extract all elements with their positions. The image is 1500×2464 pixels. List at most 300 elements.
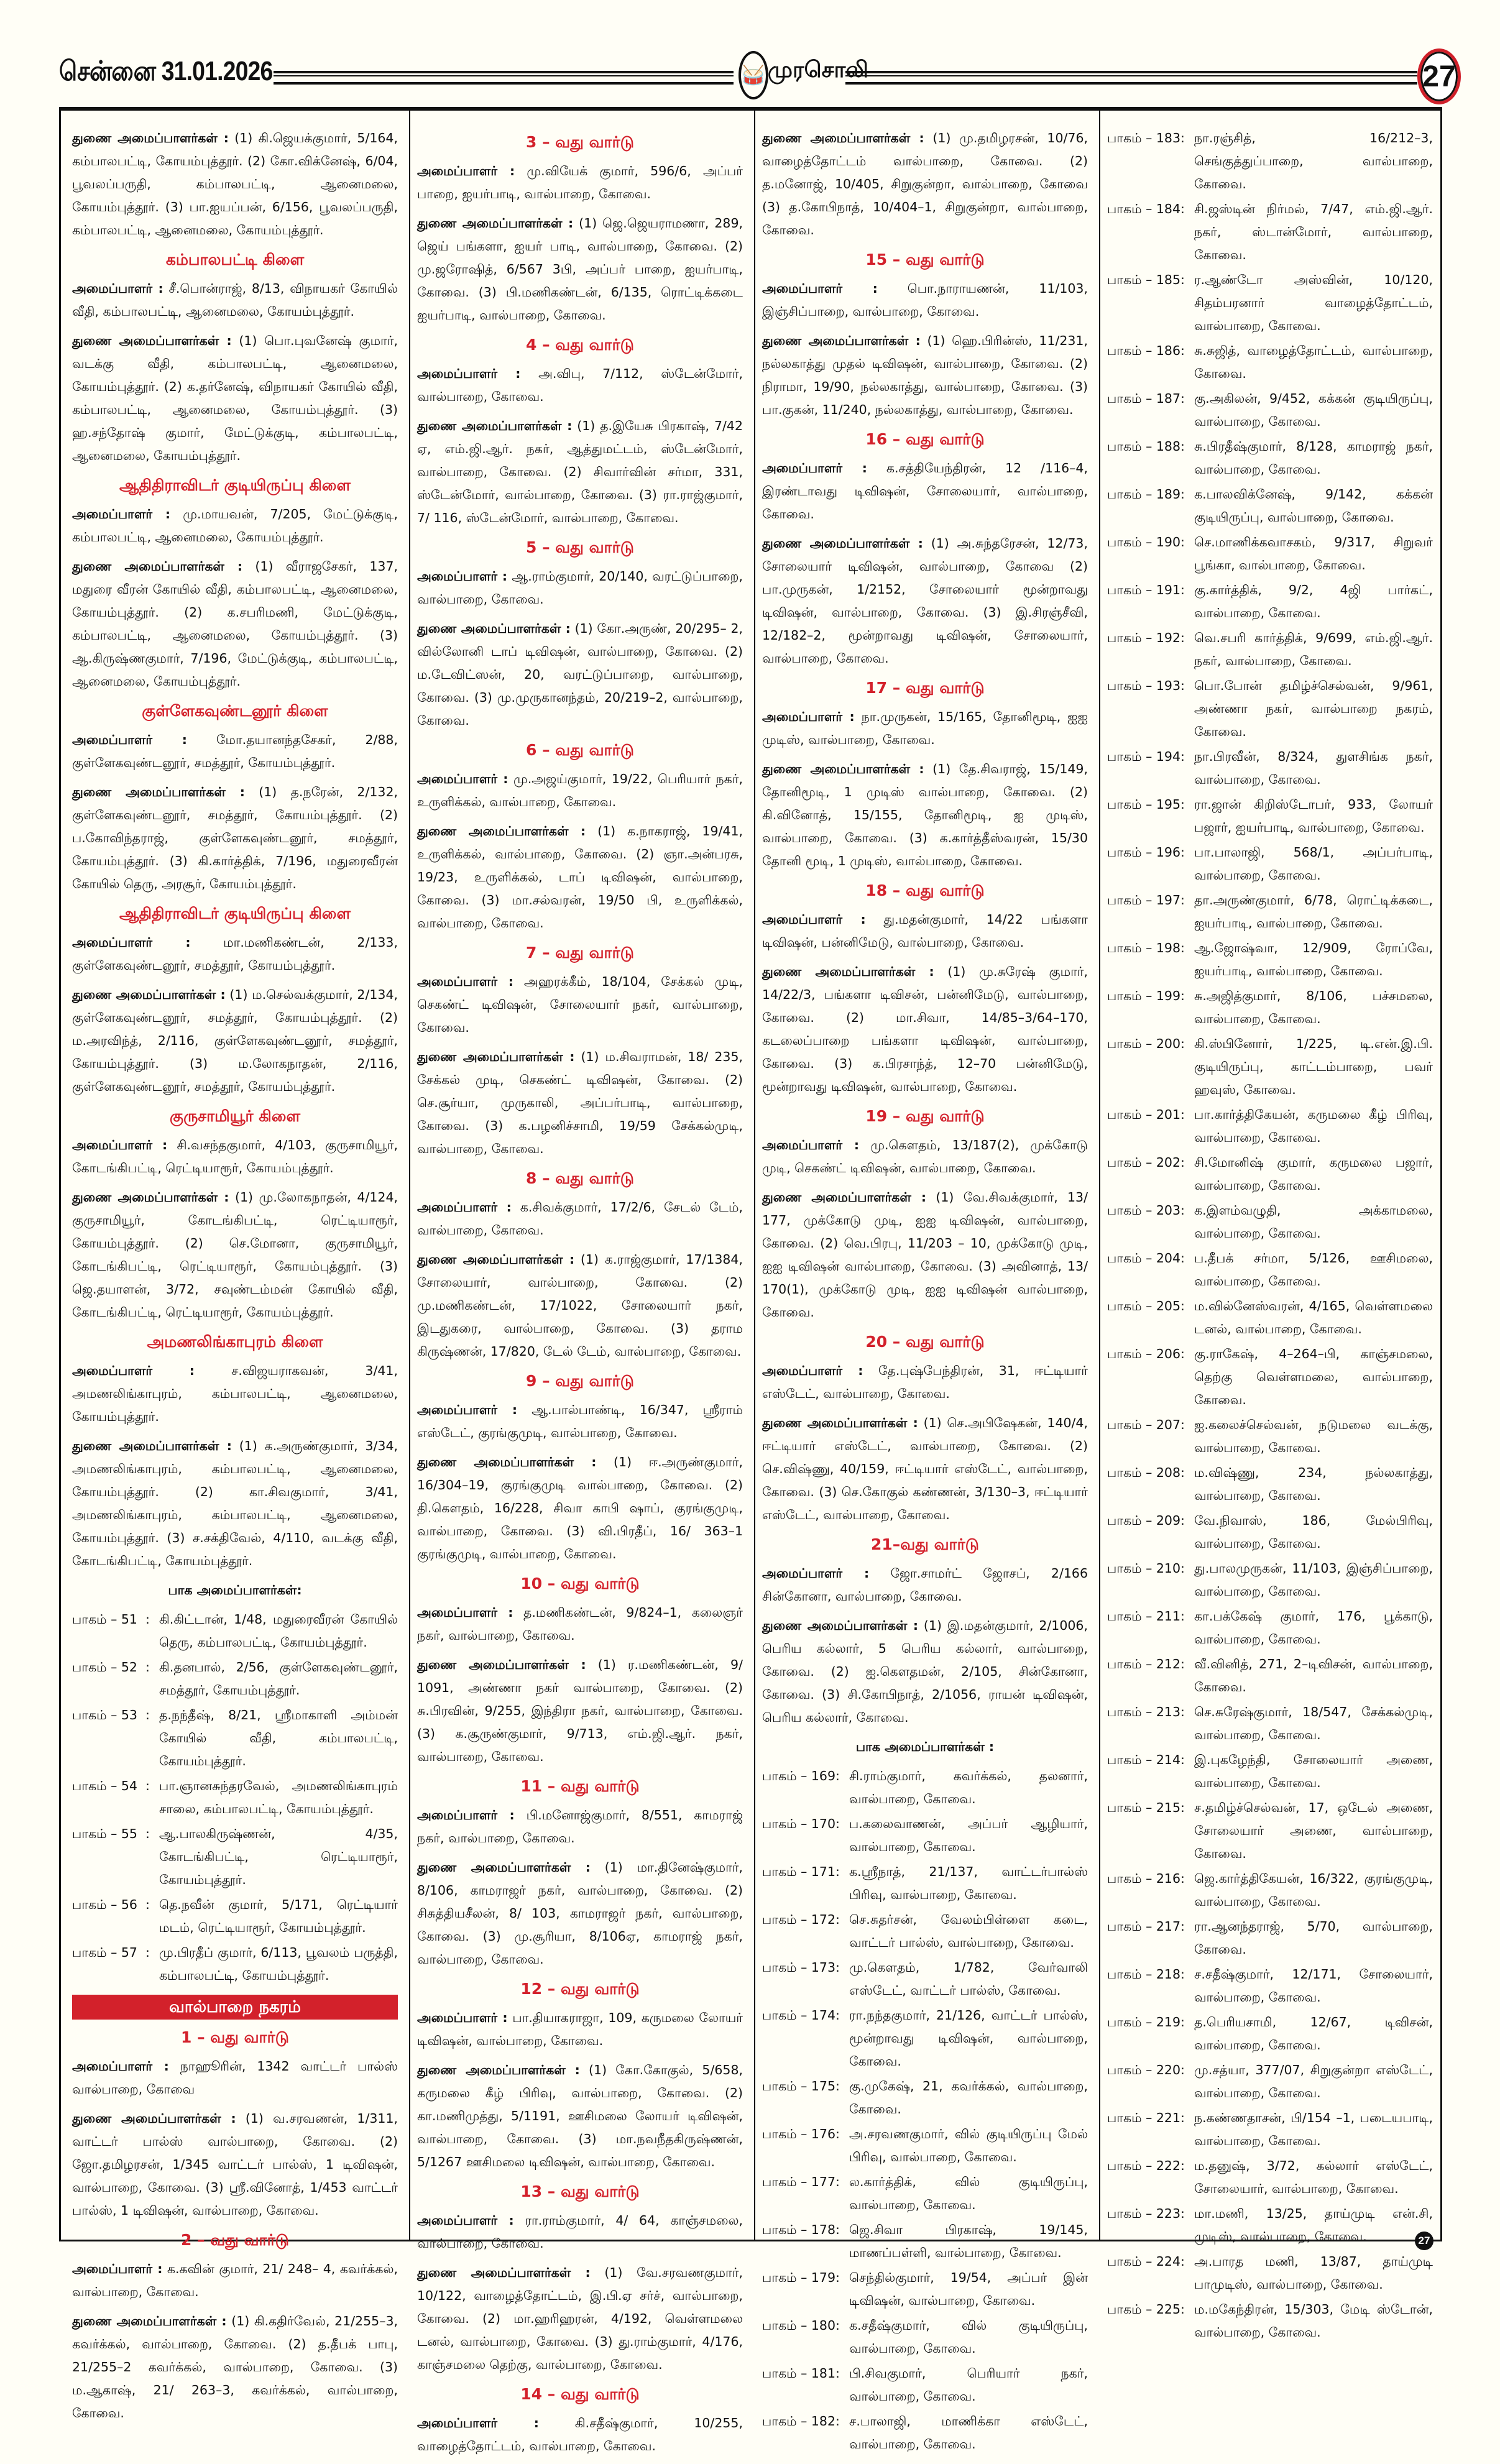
section-heading: 9 – வது வார்டு <box>526 1372 634 1390</box>
separator: : <box>1180 1251 1185 1266</box>
member-paragraph <box>762 1134 1088 1180</box>
role-label: துணை அமைப்பாளர்கள் : <box>762 761 924 776</box>
section-heading: 20 – வது வார்டு <box>865 1333 985 1351</box>
member-details: (1) ஈ.அருண்குமார், 16/304–19, குரங்குமுடி வால்பாறை, கோவை. (2) தி.கௌதம், 16/228, சிவா காபி ஷாப், குரங்குமுடி, வால்பாறை, கோவை. (3) வி.பிரதீப், 16/ 363–1 குரங்குமுடி, வால்பாறை, கோவை. <box>417 1455 743 1561</box>
separator: : <box>1180 201 1185 216</box>
booth-entry <box>72 1608 398 1654</box>
separator: : <box>1180 391 1185 406</box>
booth-member-details: சு.அஜித்குமார், 8/106, பச்சமலை, வால்பாறை, கோவை. <box>1194 988 1433 1026</box>
separator: : <box>145 1660 150 1675</box>
booth-entry <box>1107 1867 1433 1913</box>
column-divider <box>754 111 755 2240</box>
booth-entry <box>1107 674 1433 743</box>
role-label: துணை அமைப்பாளர்கள் : <box>417 216 574 231</box>
member-paragraph <box>417 2412 743 2458</box>
booth-entry <box>1107 339 1433 385</box>
booth-member-details: த.நந்தீஷ், 8/21, ஸ்ரீமாகாளி அம்மன் கோயில் வீதி, கம்பாலபட்டி, கோயம்புத்தூர். <box>159 1708 398 1768</box>
booth-number: பாகம் – 195 <box>1107 797 1180 812</box>
booth-member-details: இ.புகழேந்தி, சோலையார் அணை, வால்பாறை, கோவை. <box>1194 1752 1433 1790</box>
booth-number: பாகம் – 192 <box>1107 630 1180 645</box>
separator: : <box>145 1897 150 1912</box>
booth-member-details: கா.பக்கேஷ் குமார், 176, பூக்காடு, வால்பாறை, கோவை. <box>1194 1609 1433 1647</box>
booth-entry <box>1107 2298 1433 2344</box>
role-label: துணை அமைப்பாளர்கள் : <box>762 536 923 551</box>
booth-number: பாகம் – 221 <box>1107 2110 1180 2125</box>
booth-entry <box>1107 269 1433 338</box>
member-details: சி.வசந்தகுமார், 4/103, குருசாமியூர், கோடங்கிபட்டி, ரெட்டியாரூர், கோயம்புத்தூர். <box>72 1138 398 1175</box>
member-details: அ.விபு, 7/112, ஸ்டேன்மோர், வால்பாறை, கோவை. <box>417 366 743 404</box>
member-details: ஆ.ராம்குமார், 20/140, வரட்டுப்பாறை, வால்பாறை, கோவை. <box>417 569 743 607</box>
booth-number: பாகம் – 210 <box>1107 1561 1180 1576</box>
booth-number: பாகம் – 224 <box>1107 2254 1180 2269</box>
member-paragraph <box>417 1804 743 1850</box>
booth-entry <box>762 2314 1088 2360</box>
column-divider <box>409 111 410 2240</box>
booth-number: பாகம் – 186 <box>1107 343 1180 358</box>
separator: : <box>1180 940 1185 955</box>
section-heading: 2 – வது வார்டு <box>181 2231 289 2249</box>
booth-member-details: ஆ.ஜோஷ்வா, 12/909, ரோப்வே, ஐயர்பாடி, வால்பாறை, கோவை. <box>1194 940 1433 978</box>
booth-number: பாகம் – 169 <box>762 1768 835 1783</box>
role-label: துணை அமைப்பாளர்கள் : <box>417 1049 575 1064</box>
separator: : <box>835 2222 840 2237</box>
role-label: அமைப்பாளர் : <box>417 1605 513 1620</box>
separator: : <box>1180 845 1185 860</box>
booth-number: பாகம் – 172 <box>762 1912 835 1927</box>
separator: : <box>835 1864 840 1879</box>
member-paragraph <box>417 1248 743 1363</box>
column-4 <box>1107 127 1433 2346</box>
role-label: அமைப்பாளர் : <box>762 709 855 724</box>
booth-member-details: சி.ராம்குமார், கவர்க்கல், தலனார், வால்பாறை, கோவை. <box>849 1768 1088 1806</box>
booth-number: பாகம் – 191 <box>1107 582 1180 597</box>
column-2 <box>417 127 743 2464</box>
edition-date: சென்னை 31.01.2026 <box>59 56 273 86</box>
separator: : <box>1180 272 1185 287</box>
booth-number: பாகம் – 204 <box>1107 1251 1180 1266</box>
booth-member-details: தா.அருண்குமார், 6/78, ரொட்டிக்கடை, ஐயர்பாடி, வால்பாறை, கோவை. <box>1194 893 1433 931</box>
booth-entry <box>1107 1343 1433 1412</box>
member-details: நாஹூரின், 1342 வாட்டர் பால்ஸ் வால்பாறை, கோவை <box>72 2059 398 2097</box>
separator: : <box>835 1960 840 1975</box>
booth-member-details: மு.பிரதீப் குமார், 6/113, பூவலம் பருத்தி, கம்பாலபட்டி, கோயம்புத்தூர். <box>159 1945 398 1983</box>
booth-number: பாகம் – 209 <box>1107 1513 1180 1528</box>
role-label: துணை அமைப்பாளர்கள் : <box>762 964 934 979</box>
footer-page-number: 27 <box>1415 2232 1433 2250</box>
role-label: அமைப்பாளர் : <box>762 1138 860 1152</box>
separator: : <box>1180 1203 1185 1218</box>
separator: : <box>145 1945 150 1960</box>
booth-number: பாகம் – 179 <box>762 2270 835 2285</box>
booth-member-details: ர.ஆண்டோ அஸ்வின், 10/120, சிதம்பரனார் வாழைத்தோட்டம், வால்பாறை, கோவை. <box>1194 272 1433 333</box>
booth-number: பாகம் – 206 <box>1107 1346 1180 1361</box>
member-details: (1) மு.லோகநாதன், 4/124, குருசாமியூர், கோடங்கிபட்டி, ரெட்டியாரூர், கோயம்புத்தூர். (2) செ.மோனா, குருசாமியூர், கோடங்கிபட்டி, ரெட்டியாரூர், கோயம்புத்தூர். (3) ஜெ.தயாளன், 3/72, சவுண்டம்மன் கோயில் வீதி, கோடங்கிபட்டி, ரெட்டியாரூர், கோயம்புத்தூர். <box>72 1190 398 1320</box>
section-heading: 7 – வது வார்டு <box>526 944 634 962</box>
member-details: (1) கோ.அருண், 20/295– 2, வில்லோனி டாப் டிவிஷன், வால்பாறை, கோவை. (2) ம.டேவிட்ஸன், 20, வரட்டுப்பாறை, வால்பாறை, கோவை. (3) மு.முருகானந்தம், 20/219–2, வால்பாறை, கோவை. <box>417 621 743 728</box>
member-paragraph <box>762 758 1088 873</box>
booth-number: பாகம் – 52 <box>72 1660 137 1675</box>
section-heading: குள்ளேகவுண்டனூர் கிளை <box>142 702 328 720</box>
booth-member-details: செ.சுரேஷ்குமார், 18/547, சேக்கல்முடி, வால்பாறை, கோவை. <box>1194 1704 1433 1742</box>
section-heading: அமணலிங்காபுரம் கிளை <box>147 1333 323 1351</box>
booth-number: பாகம் – 220 <box>1107 2062 1180 2077</box>
booth-number: பாகம் – 223 <box>1107 2206 1180 2221</box>
role-label: துணை அமைப்பாளர்கள் : <box>72 2314 227 2328</box>
booth-member-details: மு.கௌதம், 1/782, வேர்வாலி எஸ்டேட், வாட்டர் பால்ஸ், கோவை. <box>849 1960 1088 1998</box>
booth-number: பாகம் – 184 <box>1107 201 1180 216</box>
booth-entry <box>1107 2202 1433 2248</box>
subsection-heading: பாக அமைப்பாளர்கள்: <box>168 1583 302 1597</box>
booth-number: பாகம் – 197 <box>1107 893 1180 908</box>
member-paragraph <box>72 1186 398 1324</box>
role-label: அமைப்பாளர் : <box>417 1808 515 1823</box>
booth-number: பாகம் – 183 <box>1107 131 1180 145</box>
section-heading: 5 – வது வார்டு <box>526 538 634 556</box>
member-paragraph <box>417 617 743 732</box>
booth-number: பாகம் – 173 <box>762 1960 835 1975</box>
separator: : <box>835 2414 840 2429</box>
page-number-badge: 27 <box>1417 48 1461 104</box>
booth-entry <box>1107 1509 1433 1555</box>
booth-number: பாகம் – 202 <box>1107 1155 1180 1170</box>
booth-entry <box>762 2075 1088 2121</box>
separator: : <box>1180 678 1185 693</box>
booth-entry <box>762 2123 1088 2169</box>
booth-entry <box>72 1656 398 1702</box>
booth-entry <box>762 2004 1088 2073</box>
booth-number: பாகம் – 178 <box>762 2222 835 2237</box>
member-details: (1) மு.சுரேஷ் குமார், 14/22/3, பங்களா டிவிசன், பன்னிமேடு, வால்பாறை, கோவை. (2) மா.சிவா, 14/85–3/64–170, கடலைப்பாறை பங்களா டிவிஷன், வால்பாறை, கோவை. (3) க.பிரசாந்த், 12–70 பன்னிமேடு, மூன்றாவது டிவிஷன், வால்பாறை, கோவை. <box>762 964 1088 1094</box>
member-paragraph <box>72 983 398 1098</box>
section-heading: 1 – வது வார்டு <box>181 2028 289 2046</box>
booth-number: பாகம் – 212 <box>1107 1657 1180 1671</box>
booth-entry <box>1107 1796 1433 1865</box>
booth-number: பாகம் – 208 <box>1107 1465 1180 1480</box>
booth-member-details: பி.சிவகுமார், பெரியார் நகர், வால்பாறை, கோவை. <box>849 2366 1088 2404</box>
separator: : <box>1180 1465 1185 1480</box>
booth-member-details: கி.ஸ்பினோர், 1/225, டி.என்.இ.பி. குடியிருப்பு, காட்டம்பாறை, பவர் ஹவுஸ், கோவை. <box>1194 1036 1433 1097</box>
role-label: அமைப்பாளர் : <box>762 1363 863 1378</box>
member-details: மு.வியேக் குமார், 596/6, அப்பர் பாறை, ஐயர்பாடி, வால்பாறை, கோவை. <box>417 163 743 201</box>
section-heading: 17 – வது வார்டு <box>865 679 985 697</box>
booth-member-details: க.சதீஷ்குமார், வில் குடியிருப்பு, வால்பாறை, கோவை. <box>849 2318 1088 2356</box>
section-heading: 12 – வது வார்டு <box>520 1980 640 1998</box>
separator: : <box>835 1816 840 1831</box>
member-paragraph <box>762 1186 1088 1324</box>
separator: : <box>145 1612 150 1627</box>
section-heading: 19 – வது வார்டு <box>865 1107 985 1125</box>
member-details: க.கவின் குமார், 21/ 248– 4, கவர்க்கல், வால்பாறை, கோவை. <box>72 2261 398 2299</box>
member-paragraph <box>762 706 1088 752</box>
separator: : <box>145 1778 150 1793</box>
booth-member-details: ஜெ.சிவா பிரகாஷ், 19/145, மாணப்பள்ளி, வால்பாறை, கோவை. <box>849 2222 1088 2260</box>
booth-member-details: ப.கலைவாணன், அப்பர் ஆழியார், வால்பாறை, கோவை. <box>849 1816 1088 1854</box>
booth-number: பாகம் – 196 <box>1107 845 1180 860</box>
booth-member-details: ம.விஷ்ணு, 234, நல்லகாத்து, வால்பாறை, கோவை. <box>1194 1465 1433 1503</box>
role-label: அமைப்பாளர் : <box>72 935 191 950</box>
drum-icon: 🥁 <box>738 51 768 99</box>
booth-member-details: நா.பிரவீன், 8/324, துளசிங்க நகர், வால்பாறை, கோவை. <box>1194 749 1433 787</box>
role-label: அமைப்பாளர் : <box>72 281 163 296</box>
member-details: மு.கௌதம், 13/187(2), முக்கோடு முடி, செகண்ட் டிவிஷன், வால்பாறை, கோவை. <box>762 1138 1088 1175</box>
booth-entry <box>1107 745 1433 791</box>
section-banner: வால்பாறை நகரம் <box>72 1995 398 2020</box>
member-paragraph <box>417 1399 743 1445</box>
member-details: (1) ம.சிவராமன், 18/ 235, சேக்கல் முடி, செகண்ட் டிவிஷன், கோவை. (2) செ.சூர்யா, முருகாலி, அப்பர்பாடி, வால்பாறை, கோவை. (3) க.பழனிச்சாமி, 19/59 சேக்கல்முடி, வால்பாறை, கோவை. <box>417 1049 743 1156</box>
member-details: பா.தியாகராஜா, 109, கருமலை லோயர் டிவிஷன், வால்பாறை, கோவை. <box>417 2010 743 2048</box>
member-details: (1) ஜெ.ஜெயராமணா, 289, ஜெய் பங்களா, ஐயர் பாடி, வால்பாறை, கோவை. (2) மு.ஜரோஷித், 6/567 3பி, அப்பர் பாறை, ஐயர்பாடி, கோவை. (3) பி.மணிகண்டன், 6/135, ரொட்டிக்கடை ஐயர்பாடி, வால்பாறை, கோவை. <box>417 216 743 323</box>
separator: : <box>1180 1417 1185 1432</box>
booth-number: பாகம் – 188 <box>1107 439 1180 454</box>
member-paragraph <box>762 1412 1088 1527</box>
booth-entry <box>1107 579 1433 625</box>
separator: : <box>1180 1299 1185 1313</box>
booth-number: பாகம் – 211 <box>1107 1609 1180 1624</box>
member-paragraph <box>72 1359 398 1428</box>
member-details: க.சத்தியேந்திரன், 12 /116–4, இரண்டாவது டிவிஷன், சோலையார், வால்பாறை, கோவை. <box>762 461 1088 522</box>
role-label: துணை அமைப்பாளர்கள் : <box>72 2111 236 2126</box>
booth-member-details: ச.பாலாஜி, மாணிக்கா எஸ்டேட், வால்பாறை, கோவை. <box>849 2414 1088 2452</box>
booth-member-details: செ.மாணிக்கவாசகம், 9/317, சிறுவர் பூங்கா, வால்பாறை, கோவை. <box>1194 535 1433 572</box>
booth-number: பாகம் – 207 <box>1107 1417 1180 1432</box>
member-details: தே.புஷ்பேந்திரன், 31, ஈட்டியார் எஸ்டேட், வால்பாறை, கோவை. <box>762 1363 1088 1401</box>
member-paragraph <box>417 2007 743 2053</box>
booth-member-details: ஆ.பாலகிருஷ்ணன், 4/35, கோடங்கிபட்டி, ரெட்டியாரூர், கோயம்புத்தூர். <box>159 1826 398 1887</box>
member-details: (1) த.நரேன், 2/132, குள்ளேகவுண்டனூர், சமத்தூர், கோயம்புத்தூர். (2) ப.கோவிந்தராஜ், குள்ளேகவுண்டனூர், சமத்தூர், கோயம்புத்தூர். (3) கி.கார்த்திக், 7/196, மதுரைவீரன் கோயில் தெரு, அரசூர், கோயம்புத்தூர். <box>72 784 398 891</box>
member-paragraph <box>762 1614 1088 1729</box>
masthead-rule-right <box>845 71 1417 85</box>
member-paragraph <box>72 781 398 896</box>
column-3 <box>762 127 1088 2458</box>
separator: : <box>1180 1657 1185 1671</box>
member-details: நா.முருகன், 15/165, தோனிமூடி, ஐஐ முடிஸ், வால்பாறை, கோவை. <box>762 709 1088 747</box>
booth-member-details: க.ஸ்ரீநாத், 21/137, வாட்டர்பால்ஸ் பிரிவு, வால்பாறை, கோவை. <box>849 1864 1088 1902</box>
member-paragraph <box>72 503 398 549</box>
booth-number: பாகம் – 55 <box>72 1826 137 1841</box>
section-heading: கம்பாலபட்டி கிளை <box>165 251 305 269</box>
section-heading: 14 – வது வார்டு <box>520 2385 640 2403</box>
booth-entry <box>1107 1557 1433 1603</box>
member-paragraph <box>762 1359 1088 1405</box>
separator: : <box>835 2270 840 2285</box>
booth-member-details: கி.கிட்டான், 1/48, மதுரைவீரன் கோயில் தெரு, கம்பாலபட்டி, கோயம்புத்தூர். <box>159 1612 398 1650</box>
booth-entry <box>1107 985 1433 1031</box>
member-paragraph <box>417 415 743 530</box>
separator: : <box>1180 1155 1185 1170</box>
booth-member-details: ம.வில்னேஸ்வரன், 4/165, வெள்ளமலை டனல், வால்பாறை, கோவை. <box>1194 1299 1433 1336</box>
booth-entry <box>762 2410 1088 2456</box>
separator: : <box>1180 2158 1185 2173</box>
booth-entry <box>1107 1151 1433 1197</box>
booth-number: பாகம் – 185 <box>1107 272 1180 287</box>
booth-number: பாகம் – 56 <box>72 1897 137 1912</box>
role-label: துணை அமைப்பாளர்கள் : <box>72 131 229 145</box>
member-paragraph <box>72 1134 398 1180</box>
booth-number: பாகம் – 194 <box>1107 749 1180 764</box>
role-label: துணை அமைப்பாளர்கள் : <box>72 333 232 348</box>
member-paragraph <box>417 1601 743 1647</box>
booth-entry <box>1107 1701 1433 1747</box>
member-paragraph <box>417 160 743 206</box>
booth-entry <box>1107 483 1433 529</box>
member-details: (1) செ.அபிஷேகன், 140/4, ஈட்டியார் எஸ்டேட், வால்பாறை, கோவை. (2) செ.விஷ்ணு, 40/159, ஈட்டியார் எஸ்டேட், வால்பாறை, கோவை. (3) செ.கோகுல் கண்ணன், 3/130–3, ஈட்டியார் எஸ்டேட், வால்பாறை, கோவை. <box>762 1415 1088 1522</box>
booth-entry <box>1107 387 1433 433</box>
booth-member-details: ஐ.கலைச்செல்வன், நடுமலை வடக்கு, வால்பாறை, கோவை. <box>1194 1417 1433 1455</box>
booth-entry <box>1107 198 1433 267</box>
booth-number: பாகம் – 174 <box>762 2008 835 2023</box>
booth-entry <box>1107 1653 1433 1699</box>
role-label: அமைப்பாளர் : <box>417 1402 518 1417</box>
booth-entry <box>762 2171 1088 2217</box>
member-paragraph <box>417 1046 743 1161</box>
booth-number: பாகம் – 171 <box>762 1864 835 1879</box>
member-paragraph <box>417 970 743 1039</box>
member-details: து.மதன்குமார், 14/22 பங்களா டிவிஷன், பன்னிமேடு, வால்பாறை, கோவை. <box>762 912 1088 950</box>
booth-member-details: வே.நிவாஸ், 186, மேல்பிரிவு, வால்பாறை, கோவை. <box>1194 1513 1433 1551</box>
role-label: துணை அமைப்பாளர்கள் : <box>762 1190 927 1205</box>
booth-entry <box>762 2266 1088 2312</box>
section-heading: ஆதிதிராவிடர் குடியிருப்பு கிளை <box>119 476 351 494</box>
member-paragraph <box>417 362 743 408</box>
booth-number: பாகம் – 217 <box>1107 1919 1180 1934</box>
booth-member-details: ரா.ஜான் கிறிஸ்டோபர், 933, லோயர் பஜார், ஐயர்பாடி, வால்பாறை, கோவை. <box>1194 797 1433 835</box>
separator: : <box>835 2126 840 2141</box>
booth-member-details: ந.கண்ணதாசன், பி/154 –1, படையபாடி, வால்பாறை, கோவை. <box>1194 2110 1433 2148</box>
booth-entry <box>1107 1103 1433 1149</box>
member-details: (1) ர.மணிகண்டன், 9/ 1091, அண்ணா நகர் வால்பாறை, கோவை. (2) சு.பிரவின், 9/255, இந்திரா நகர், வால்பாறை, கோவை. (3) க.சூருண்குமார், 9/713, எம்.ஜி.ஆர். நகர், வால்பாறை, கோவை. <box>417 1657 743 1764</box>
member-paragraph <box>762 329 1088 421</box>
booth-number: பாகம் – 189 <box>1107 487 1180 502</box>
booth-entry <box>1107 1414 1433 1460</box>
booth-entry <box>1107 793 1433 839</box>
separator: : <box>1180 582 1185 597</box>
separator: : <box>1180 2206 1185 2221</box>
member-details: (1) தே.சிவராஜ், 15/149, தோனிமூடி, 1 முடிஸ் வால்பாறை, கோவை. (2) கி.வினோத், 15/155, தோனிமூடி, ஐ முடிஸ், வால்பாறை, கோவை. (3) க.கார்த்தீஸ்வரன், 15/30 தோனி மூடி, 1 முடிஸ், வால்பாறை, கோவை. <box>762 761 1088 868</box>
role-label: அமைப்பாளர் : <box>72 1138 168 1152</box>
role-label: அமைப்பாளர் : <box>417 163 515 178</box>
separator: : <box>1180 1107 1185 1122</box>
role-label: துணை அமைப்பாளர்கள் : <box>72 987 226 1002</box>
section-heading: 21–வது வார்டு <box>871 1535 979 1553</box>
separator: : <box>1180 1704 1185 1719</box>
separator: : <box>835 2174 840 2189</box>
booth-member-details: ரா.ஆனந்தராஜ், 5/70, வால்பாறை, கோவை. <box>1194 1919 1433 1957</box>
role-label: துணை அமைப்பாளர்கள் : <box>762 1618 919 1633</box>
role-label: அமைப்பாளர் : <box>762 912 866 927</box>
member-details: ஆ.பால்பாண்டி, 16/347, ஸ்ரீராம் எஸ்டேட், குரங்குமுடி, வால்பாறை, கோவை. <box>417 1402 743 1440</box>
booth-entry <box>1107 1461 1433 1507</box>
section-heading: 13 – வது வார்டு <box>520 2182 640 2200</box>
separator: : <box>1180 1036 1185 1051</box>
booth-entry <box>1107 2154 1433 2200</box>
booth-number: பாகம் – 177 <box>762 2174 835 2189</box>
booth-entry <box>72 1704 398 1773</box>
separator: : <box>835 2079 840 2094</box>
role-label: துணை அமைப்பாளர்கள் : <box>72 559 243 574</box>
booth-entry <box>1107 2250 1433 2296</box>
booth-entry <box>1107 435 1433 481</box>
booth-number: பாகம் – 170 <box>762 1816 835 1831</box>
separator: : <box>1180 2302 1185 2317</box>
separator: : <box>1180 2015 1185 2030</box>
member-details: ஜோ.சாமர்ட் ஜோசப், 2/166 சின்கோனா, வால்பாறை, கோவை. <box>762 1566 1088 1604</box>
section-heading: 11 – வது வார்டு <box>520 1777 640 1795</box>
booth-entry <box>1107 1295 1433 1341</box>
role-label: துணை அமைப்பாளர்கள் : <box>417 1455 597 1469</box>
member-paragraph <box>762 277 1088 323</box>
role-label: அமைப்பாளர் : <box>762 461 867 476</box>
member-details: ரா.ராம்குமார், 4/ 64, காஞ்சமலை, வால்பாறை, கோவை. <box>417 2213 743 2251</box>
booth-member-details: சு.பிரதீஷ்குமார், 8/128, காமராஜ் நகர், வால்பாறை, கோவை. <box>1194 439 1433 477</box>
booth-number: பாகம் – 176 <box>762 2126 835 2141</box>
role-label: அமைப்பாளர் : <box>72 507 171 522</box>
booth-number: பாகம் – 205 <box>1107 1299 1180 1313</box>
booth-number: பாகம் – 216 <box>1107 1871 1180 1886</box>
booth-entry <box>762 1813 1088 1859</box>
role-label: அமைப்பாளர் : <box>762 281 878 296</box>
separator: : <box>835 2008 840 2023</box>
member-details: கி.சதீஷ்குமார், 10/255, வாழைத்தோட்டம், வால்பாறை, கோவை. <box>417 2416 743 2453</box>
section-heading: 16 – வது வார்டு <box>865 430 985 448</box>
booth-member-details: ஜெ.கார்த்திகேயன், 16/322, குரங்குமுடி, வால்பாறை, கோவை. <box>1194 1871 1433 1909</box>
role-label: துணை அமைப்பாளர்கள் : <box>417 418 573 433</box>
separator: : <box>1180 343 1185 358</box>
booth-entry <box>1107 2107 1433 2153</box>
booth-entry <box>1107 937 1433 983</box>
booth-member-details: வெ.சபரி கார்த்திக், 9/699, எம்.ஜி.ஆர். நகர், வால்பாறை, கோவை. <box>1194 630 1433 668</box>
member-paragraph <box>417 212 743 327</box>
booth-member-details: பா.பாலாஜி, 568/1, அப்பர்பாடி, வால்பாறை, கோவை. <box>1194 845 1433 883</box>
booth-number: பாகம் – 199 <box>1107 988 1180 1003</box>
role-label: துணை அமைப்பாளர்கள் : <box>72 1438 232 1453</box>
role-label: அமைப்பாளர் : <box>417 569 508 584</box>
member-details: பி.மனோஜ்குமார், 8/551, காமராஜ் நகர், வால்பாறை, கோவை. <box>417 1808 743 1846</box>
booth-entry <box>1107 127 1433 196</box>
member-details: த.மணிகண்டன், 9/824–1, கலைஞர் நகர், வால்பாறை, கோவை. <box>417 1605 743 1643</box>
separator: : <box>1180 535 1185 549</box>
booth-member-details: நா.ரஞ்சித், 16/212–3, செங்குத்துப்பாறை, வால்பாறை, கோவை. <box>1194 131 1433 191</box>
booth-number: பாகம் – 57 <box>72 1945 137 1960</box>
booth-member-details: க.பாலவிக்னேஷ், 9/142, கக்கன் குடியிருப்பு, வால்பாறை, கோவை. <box>1194 487 1433 525</box>
masthead-rule-left <box>274 71 734 85</box>
member-paragraph <box>417 768 743 814</box>
booth-number: பாகம் – 200 <box>1107 1036 1180 1051</box>
booth-number: பாகம் – 218 <box>1107 1967 1180 1982</box>
booth-entry <box>762 1860 1088 1906</box>
booth-member-details: த.பெரியசாமி, 12/67, டிவிசன், வால்பாறை, கோவை. <box>1194 2015 1433 2053</box>
member-details: (1) ஹெ.பிரின்ஸ், 11/231, நல்லகாத்து முதல் டிவிஷன், வால்பாறை, கோவை. (2) நிராமா, 19/90, நல்லகாத்து, வால்பாறை, கோவை. (3) பா.குகன், 11/240, நல்லகாத்து, வால்பாறை, கோவை. <box>762 333 1088 417</box>
column-divider <box>1099 111 1100 2240</box>
booth-member-details: செந்தில்குமார், 19/54, அப்பர் இன் டிவிஷன், வால்பாறை, கோவை. <box>849 2270 1088 2308</box>
role-label: துணை அமைப்பாளர்கள் : <box>762 1415 918 1430</box>
member-paragraph <box>417 1451 743 1566</box>
role-label: அமைப்பாளர் : <box>417 1200 512 1215</box>
separator: : <box>1180 2110 1185 2125</box>
member-details: (1) கி.ஜெயக்குமார், 5/164, கம்பாலபட்டி, கோயம்புத்தூர். (2) கோ.விக்னேஷ், 6/04, பூவலப்பருதி, கம்பாலபட்டி, ஆனைமலை, கோயம்புத்தூர். (3) பா.ஐயப்பன், 6/156, பூவலப்பருதி, கம்பாலபட்டி, ஆனைமலை, கோயம்புத்தூர். <box>72 131 398 237</box>
member-details: (1) க.ராஜ்குமார், 17/1384, சோலையார், வால்பாறை, கோவை. (2) மு.மணிகண்டன், 17/1022, சோலையார் நகர், இடதுகரை, வால்பாறை, கோவை. (3) தராம கிருஷ்ணன், 17/820, டேல் டேம், வால்பாறை, கோவை. <box>417 1252 743 1359</box>
role-label: அமைப்பாளர் : <box>417 2213 514 2228</box>
member-details: மோ.தயானந்தசேகர், 2/88, குள்ளேகவுண்டனூர், சமத்தூர், கோயம்புத்தூர். <box>72 732 398 770</box>
separator: : <box>145 1708 150 1722</box>
section-heading: 6 – வது வார்டு <box>526 741 634 759</box>
member-details: அஹரக்கீம், 18/104, சேக்கல் முடி, செகண்ட் டிவிஷன், சோலையார் நகர், வால்பாறை, கோவை. <box>417 974 743 1035</box>
separator: : <box>1180 487 1185 502</box>
separator: : <box>1180 1561 1185 1576</box>
member-details: (1) அ.சுந்தரேசன், 12/73, சோலையார் டிவிஷன், வால்பாறை, கோவை (2) பா.முருகன், 1/2152, சோலையார் மூன்றாவது டிவிஷன், வால்பாறை, கோவை. (3) இ.சிரஞ்சீவி, 12/182–2, மூன்றாவது டிவிஷன், சோலையார், வால்பாறை, கோவை. <box>762 536 1088 666</box>
booth-entry <box>762 1908 1088 1954</box>
booth-number: பாகம் – 181 <box>762 2366 835 2381</box>
member-details: (1) வே.சரவணகுமார், 10/122, வாழைத்தோட்டம், இ.பி.ஏ சர்ச், வால்பாறை, கோவை. (2) மா.ஹரிஹரன், 4/192, வெள்ளமலை டனல், வால்பாறை, கோவை. (3) து.ராம்குமார், 4/176, காஞ்சமலை தெற்கு, வால்பாறை, கோவை. <box>417 2265 743 2372</box>
